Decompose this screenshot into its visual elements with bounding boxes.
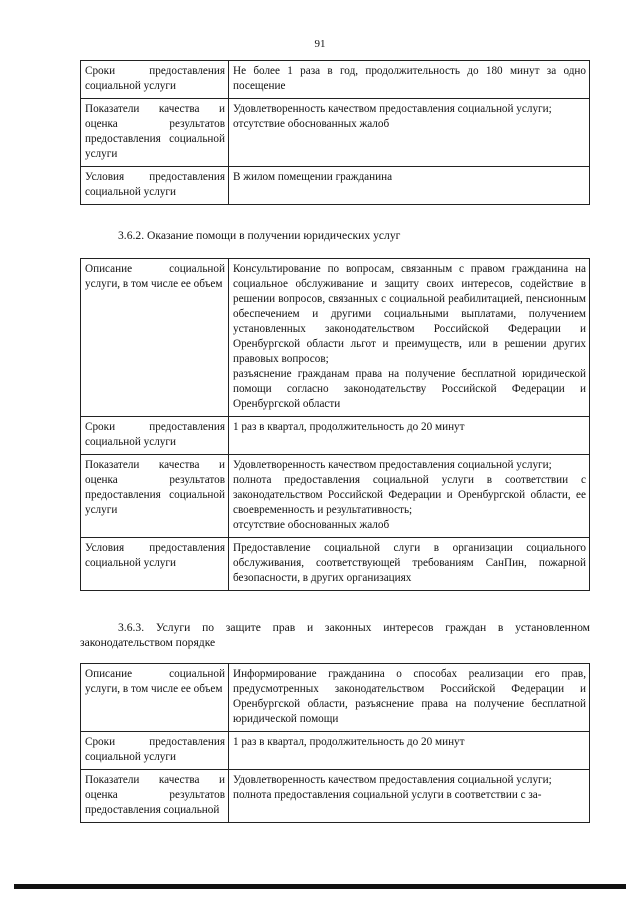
table-row <box>81 61 590 99</box>
table-row <box>81 455 590 538</box>
row-value <box>229 770 590 823</box>
row-value <box>229 99 590 167</box>
row-label: Сроки предоставления социальной услуги <box>81 732 229 770</box>
row-label: Показатели качества и оценка результатов предоставления социальной <box>81 770 229 823</box>
bottom-rule <box>14 884 626 889</box>
value-line: 1 раз в квартал, продолжительность до 20 минут <box>233 736 465 748</box>
row-value <box>229 61 590 99</box>
value-line: Не более 1 раза в год, продолжительность до 180 минут за одно посещение <box>233 65 586 92</box>
row-value <box>229 538 590 591</box>
service-table-2 <box>80 258 590 591</box>
table-row <box>81 538 590 591</box>
value-line: Предоставление социальной слуги в организации социального обслуживания, соответствующей требованиям СанПин, пожарной безопасности, в других организациях <box>233 542 586 584</box>
value-line: Удовлетворенность качеством предоставления социальной услуги; <box>233 774 552 786</box>
service-table-3 <box>80 663 590 823</box>
value-line: отсутствие обоснованных жалоб <box>233 118 390 130</box>
row-value <box>229 259 590 417</box>
value-line: Информирование гражданина о способах реализации его прав, предусмотренных законодательством Российской Федерации и Оренбургской области, разъяснение права на получение бесплатной юридической помощи <box>233 668 586 725</box>
row-value <box>229 417 590 455</box>
row-value <box>229 732 590 770</box>
section-heading-3-6-2: 3.6.2. Оказание помощи в получении юридических услуг <box>118 229 401 242</box>
table-row <box>81 664 590 732</box>
row-label: Сроки предоставления социальной услуги <box>81 61 229 99</box>
row-value <box>229 167 590 205</box>
value-line: Удовлетворенность качеством предоставления социальной услуги; <box>233 103 552 115</box>
row-value <box>229 455 590 538</box>
table-row <box>81 417 590 455</box>
row-label: Описание социальной услуги, в том числе ее объем <box>81 664 229 732</box>
table-row <box>81 259 590 417</box>
table-row <box>81 167 590 205</box>
value-line: В жилом помещении гражданина <box>233 171 393 183</box>
value-line: отсутствие обоснованных жалоб <box>233 519 390 531</box>
row-label: Показатели качества и оценка результатов предоставления социальной услуги <box>81 455 229 538</box>
table-row <box>81 770 590 823</box>
service-table-1 <box>80 60 590 205</box>
row-value <box>229 664 590 732</box>
row-label: Условия предоставления социальной услуги <box>81 538 229 591</box>
value-line: полнота предоставления социальной услуги в соответствии с законодательством Российской Федерации и Оренбургской области, ее своевременность и результативность; <box>233 474 586 516</box>
value-line: 1 раз в квартал, продолжительность до 20 минут <box>233 421 465 433</box>
table-row <box>81 99 590 167</box>
row-label: Описание социальной услуги, в том числе ее объем <box>81 259 229 417</box>
row-label: Сроки предоставления социальной услуги <box>81 417 229 455</box>
row-label: Условия предоставления социальной услуги <box>81 167 229 205</box>
section-heading-3-6-3: 3.6.3. Услуги по защите прав и законных интересов граждан в установленном законодательством порядке <box>80 621 590 649</box>
row-label: Показатели качества и оценка результатов предоставления социальной услуги <box>81 99 229 167</box>
page-number: 91 <box>314 38 326 50</box>
value-line: Консультирование по вопросам, связанным с правом гражданина на социальное обслуживание и защиту своих интересов, содействие в решении вопросов, связанных с социальной реабилитацией, пенсионным обеспечением и другими социальными выплатами, получением установленных законодательством Российской Федерации и Оренбургской области льгот и преимуществ, или в решении других правовых вопросов; <box>233 263 586 365</box>
value-line: Удовлетворенность качеством предоставления социальной услуги; <box>233 459 552 471</box>
value-line: разъяснение гражданам права на получение бесплатной юридической помощи согласно законодательству Российской Федерации и Оренбургской области <box>233 368 586 410</box>
value-line: полнота предоставления социальной услуги в соответствии с за- <box>233 789 542 801</box>
table-row <box>81 732 590 770</box>
